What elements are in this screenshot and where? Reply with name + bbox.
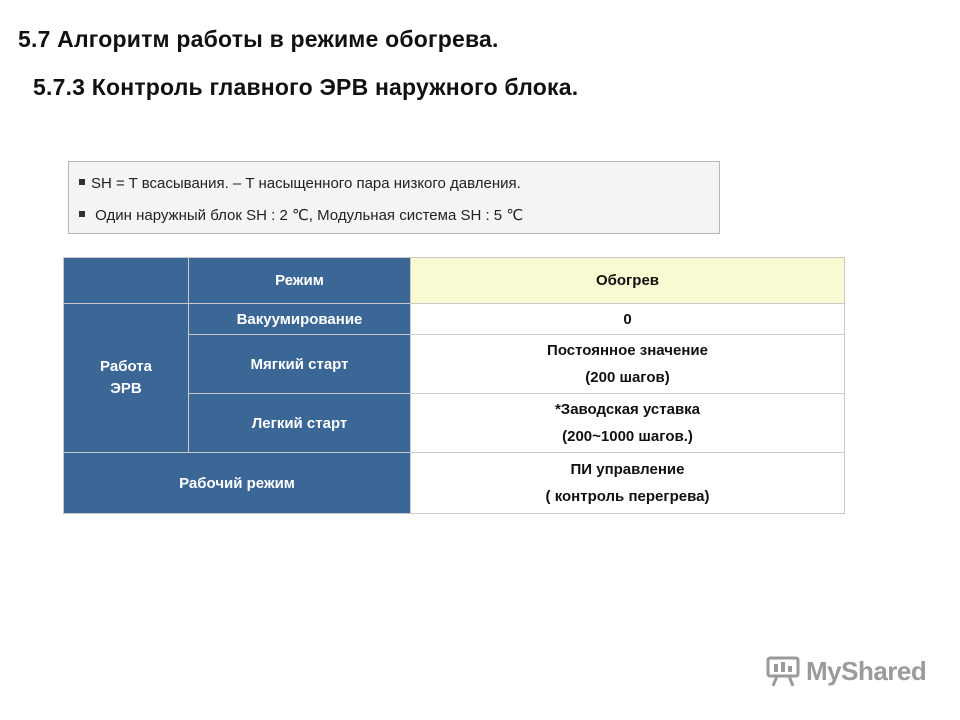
mode-cell: Мягкий старт: [189, 335, 411, 394]
header-heating-cell: Обогрев: [411, 258, 845, 304]
table-row: [64, 453, 845, 514]
presentation-board-icon: [766, 655, 800, 687]
definition-note-box: [68, 161, 720, 234]
work-mode-cell: Рабочий режим: [64, 453, 411, 514]
mode-cell: Легкий старт: [189, 394, 411, 453]
note-line-sh-formula: SH = T всасывания. – T насыщенного пара низкого давления.: [79, 175, 521, 192]
work-mode-value-cell: ПИ управление ( контроль перегрева): [411, 453, 845, 514]
square-bullet-icon: [79, 179, 85, 185]
value-cell: 0: [411, 304, 845, 335]
table-header-row: [64, 258, 845, 304]
value-cell: *Заводская уставка (200~1000 шагов.): [411, 394, 845, 453]
eev-control-table: [63, 257, 845, 514]
note-line-sh-values: Один наружный блок SH : 2 ℃, Модульная система SH : 5 ℃: [79, 206, 523, 224]
mode-cell: Вакуумирование: [189, 304, 411, 335]
eev-operation-cell: Работа ЭРВ: [64, 304, 189, 453]
header-corner-cell: [64, 258, 189, 304]
value-cell: Постоянное значение (200 шагов): [411, 335, 845, 394]
watermark-text: MyShared: [806, 655, 927, 686]
myshared-watermark: [766, 655, 926, 687]
subsection-heading: 5.7.3 Контроль главного ЭРВ наружного блока.: [33, 74, 579, 100]
header-mode-cell: Режим: [189, 258, 411, 304]
table-row: [64, 304, 845, 335]
square-bullet-icon: [79, 211, 85, 217]
section-heading: 5.7 Алгоритм работы в режиме обогрева.: [18, 26, 499, 52]
